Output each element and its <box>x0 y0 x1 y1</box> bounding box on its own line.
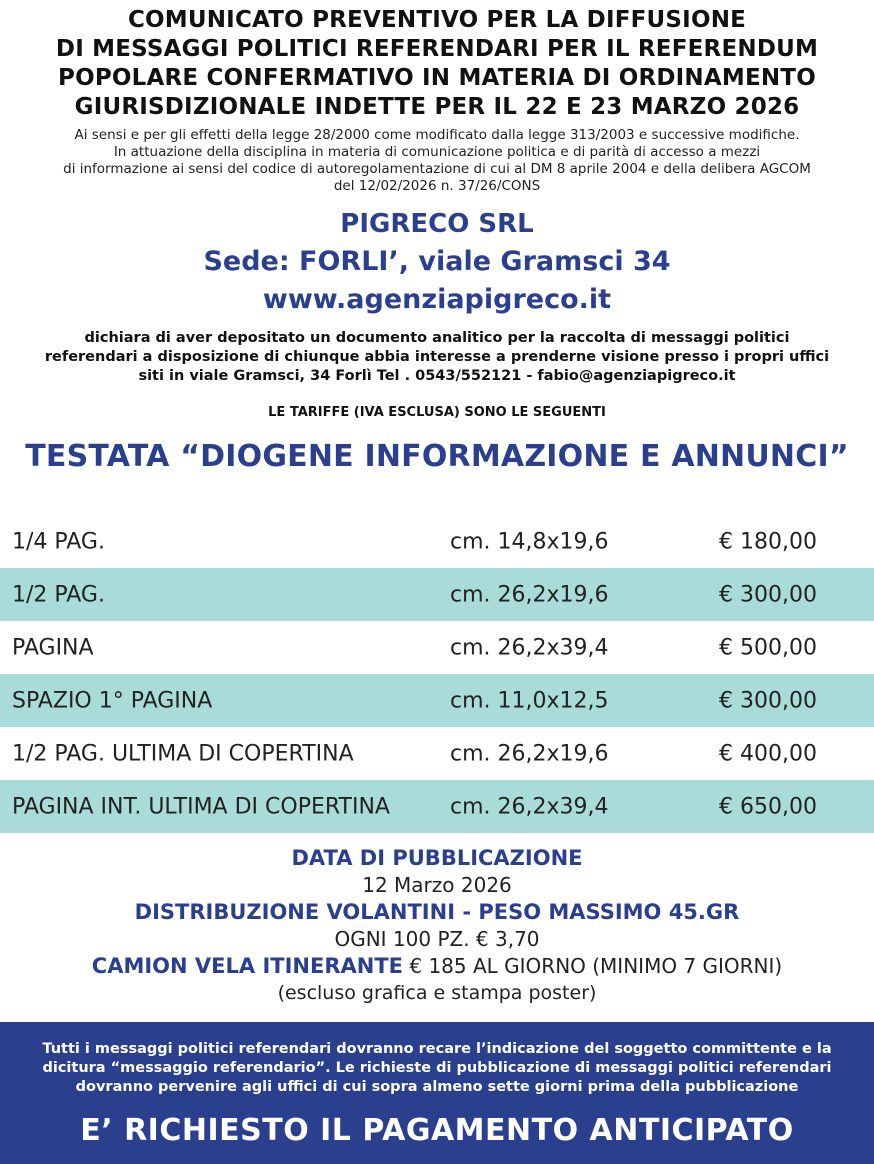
rate-name: SPAZIO 1° PAGINA <box>12 688 213 713</box>
rate-name: 1/4 PAG. <box>12 529 105 554</box>
rate-name: PAGINA <box>12 635 94 660</box>
rates-table <box>0 515 874 833</box>
rate-size: cm. 26,2x39,4 <box>450 794 609 819</box>
company-website-link[interactable]: www.agenziapigreco.it <box>262 284 612 315</box>
rate-size: cm. 26,2x19,6 <box>450 582 609 607</box>
title-line: COMUNICATO PREVENTIVO PER LA DIFFUSIONE <box>127 7 747 33</box>
publication-date: 12 Marzo 2026 <box>362 873 512 897</box>
company-block <box>0 205 874 319</box>
truck-line <box>0 952 874 980</box>
rate-size: cm. 26,2x39,4 <box>450 635 609 660</box>
truck-note: (escluso grafica e stampa poster) <box>277 982 597 1004</box>
rate-name: 1/2 PAG. <box>12 582 105 607</box>
publication-heading: DATA DI PUBBLICAZIONE <box>291 846 583 870</box>
rate-size: cm. 11,0x12,5 <box>450 688 609 713</box>
testata-heading: TESTATA “DIOGENE INFORMAZIONE E ANNUNCI” <box>25 439 849 474</box>
title-line: GIURISDIZIONALE INDETTE PER IL 22 E 23 MARZO 2026 <box>74 94 800 120</box>
rate-price: € 500,00 <box>719 635 817 660</box>
footer-note <box>0 1040 874 1097</box>
rate-price: € 300,00 <box>719 582 817 607</box>
intro-line: di informazione ai sensi del codice di autoregolamentazione di cui al DM 8 aprile 2004 e della delibera AGCOM <box>63 161 811 177</box>
declaration-line: dichiara di aver depositato un documento analitico per la raccolta di messaggi politici <box>84 330 790 346</box>
rate-name: PAGINA INT. ULTIMA DI COPERTINA <box>12 794 390 819</box>
intro-line: In attuazione della disciplina in materia di comunicazione politica e di parità di accesso a mezzi <box>113 144 761 160</box>
flyers-price: OGNI 100 PZ. € 3,70 <box>334 927 540 951</box>
rate-row <box>0 674 874 727</box>
publication-info <box>0 844 874 1006</box>
intro-line: Ai sensi e per gli effetti della legge 28/2000 come modificato dalla legge 313/2003 e successive modifiche. <box>74 127 800 143</box>
page-title <box>0 6 874 122</box>
rate-price: € 180,00 <box>719 529 817 554</box>
company-name: PIGRECO SRL <box>340 209 534 239</box>
legal-intro <box>0 127 874 195</box>
footer-note-line: Tutti i messaggi politici referendari dovranno recare l’indicazione del soggetto committente e la <box>42 1041 832 1057</box>
truck-heading: CAMION VELA ITINERANTE <box>91 954 403 978</box>
rate-row <box>0 621 874 674</box>
intro-line: del 12/02/2026 n. 37/26/CONS <box>333 178 541 194</box>
rate-price: € 300,00 <box>719 688 817 713</box>
rates-intro: LE TARIFFE (IVA ESCLUSA) SONO LE SEGUENTI <box>268 405 606 420</box>
rate-row <box>0 780 874 833</box>
declaration-line: referendari a disposizione di chiunque abbia interesse a prenderne visione presso i propri uffici <box>44 349 830 365</box>
rate-name: 1/2 PAG. ULTIMA DI COPERTINA <box>12 741 354 766</box>
declaration-line: siti in viale Gramsci, 34 Forlì Tel . 0543/552121 - fabio@agenziapigreco.it <box>138 368 736 384</box>
header <box>0 6 874 474</box>
rate-size: cm. 26,2x19,6 <box>450 741 609 766</box>
rate-price: € 400,00 <box>719 741 817 766</box>
title-line: POPOLARE CONFERMATIVO IN MATERIA DI ORDINAMENTO <box>58 65 816 91</box>
rate-price: € 650,00 <box>719 794 817 819</box>
footer-banner <box>0 1022 874 1164</box>
flyers-heading: DISTRIBUZIONE VOLANTINI - PESO MASSIMO 45.GR <box>134 900 740 924</box>
truck-price: € 185 AL GIORNO (MINIMO 7 GIORNI) <box>409 954 783 978</box>
company-address: Sede: FORLI’, viale Gramsci 34 <box>203 246 671 277</box>
footer-note-line: dicitura “messaggio referendario”. Le richieste di pubblicazione di messaggi politici referendari <box>42 1060 832 1076</box>
rate-row <box>0 515 874 568</box>
footer-note-line: dovranno pervenire agli uffici di cui sopra almeno sette giorni prima della pubblicazione <box>75 1079 799 1095</box>
rate-row <box>0 727 874 780</box>
declaration <box>0 329 874 386</box>
rate-row <box>0 568 874 621</box>
rate-size: cm. 14,8x19,6 <box>450 529 609 554</box>
payment-notice: E’ RICHIESTO IL PAGAMENTO ANTICIPATO <box>80 1113 794 1148</box>
title-line: DI MESSAGGI POLITICI REFERENDARI PER IL REFERENDUM <box>55 36 819 62</box>
